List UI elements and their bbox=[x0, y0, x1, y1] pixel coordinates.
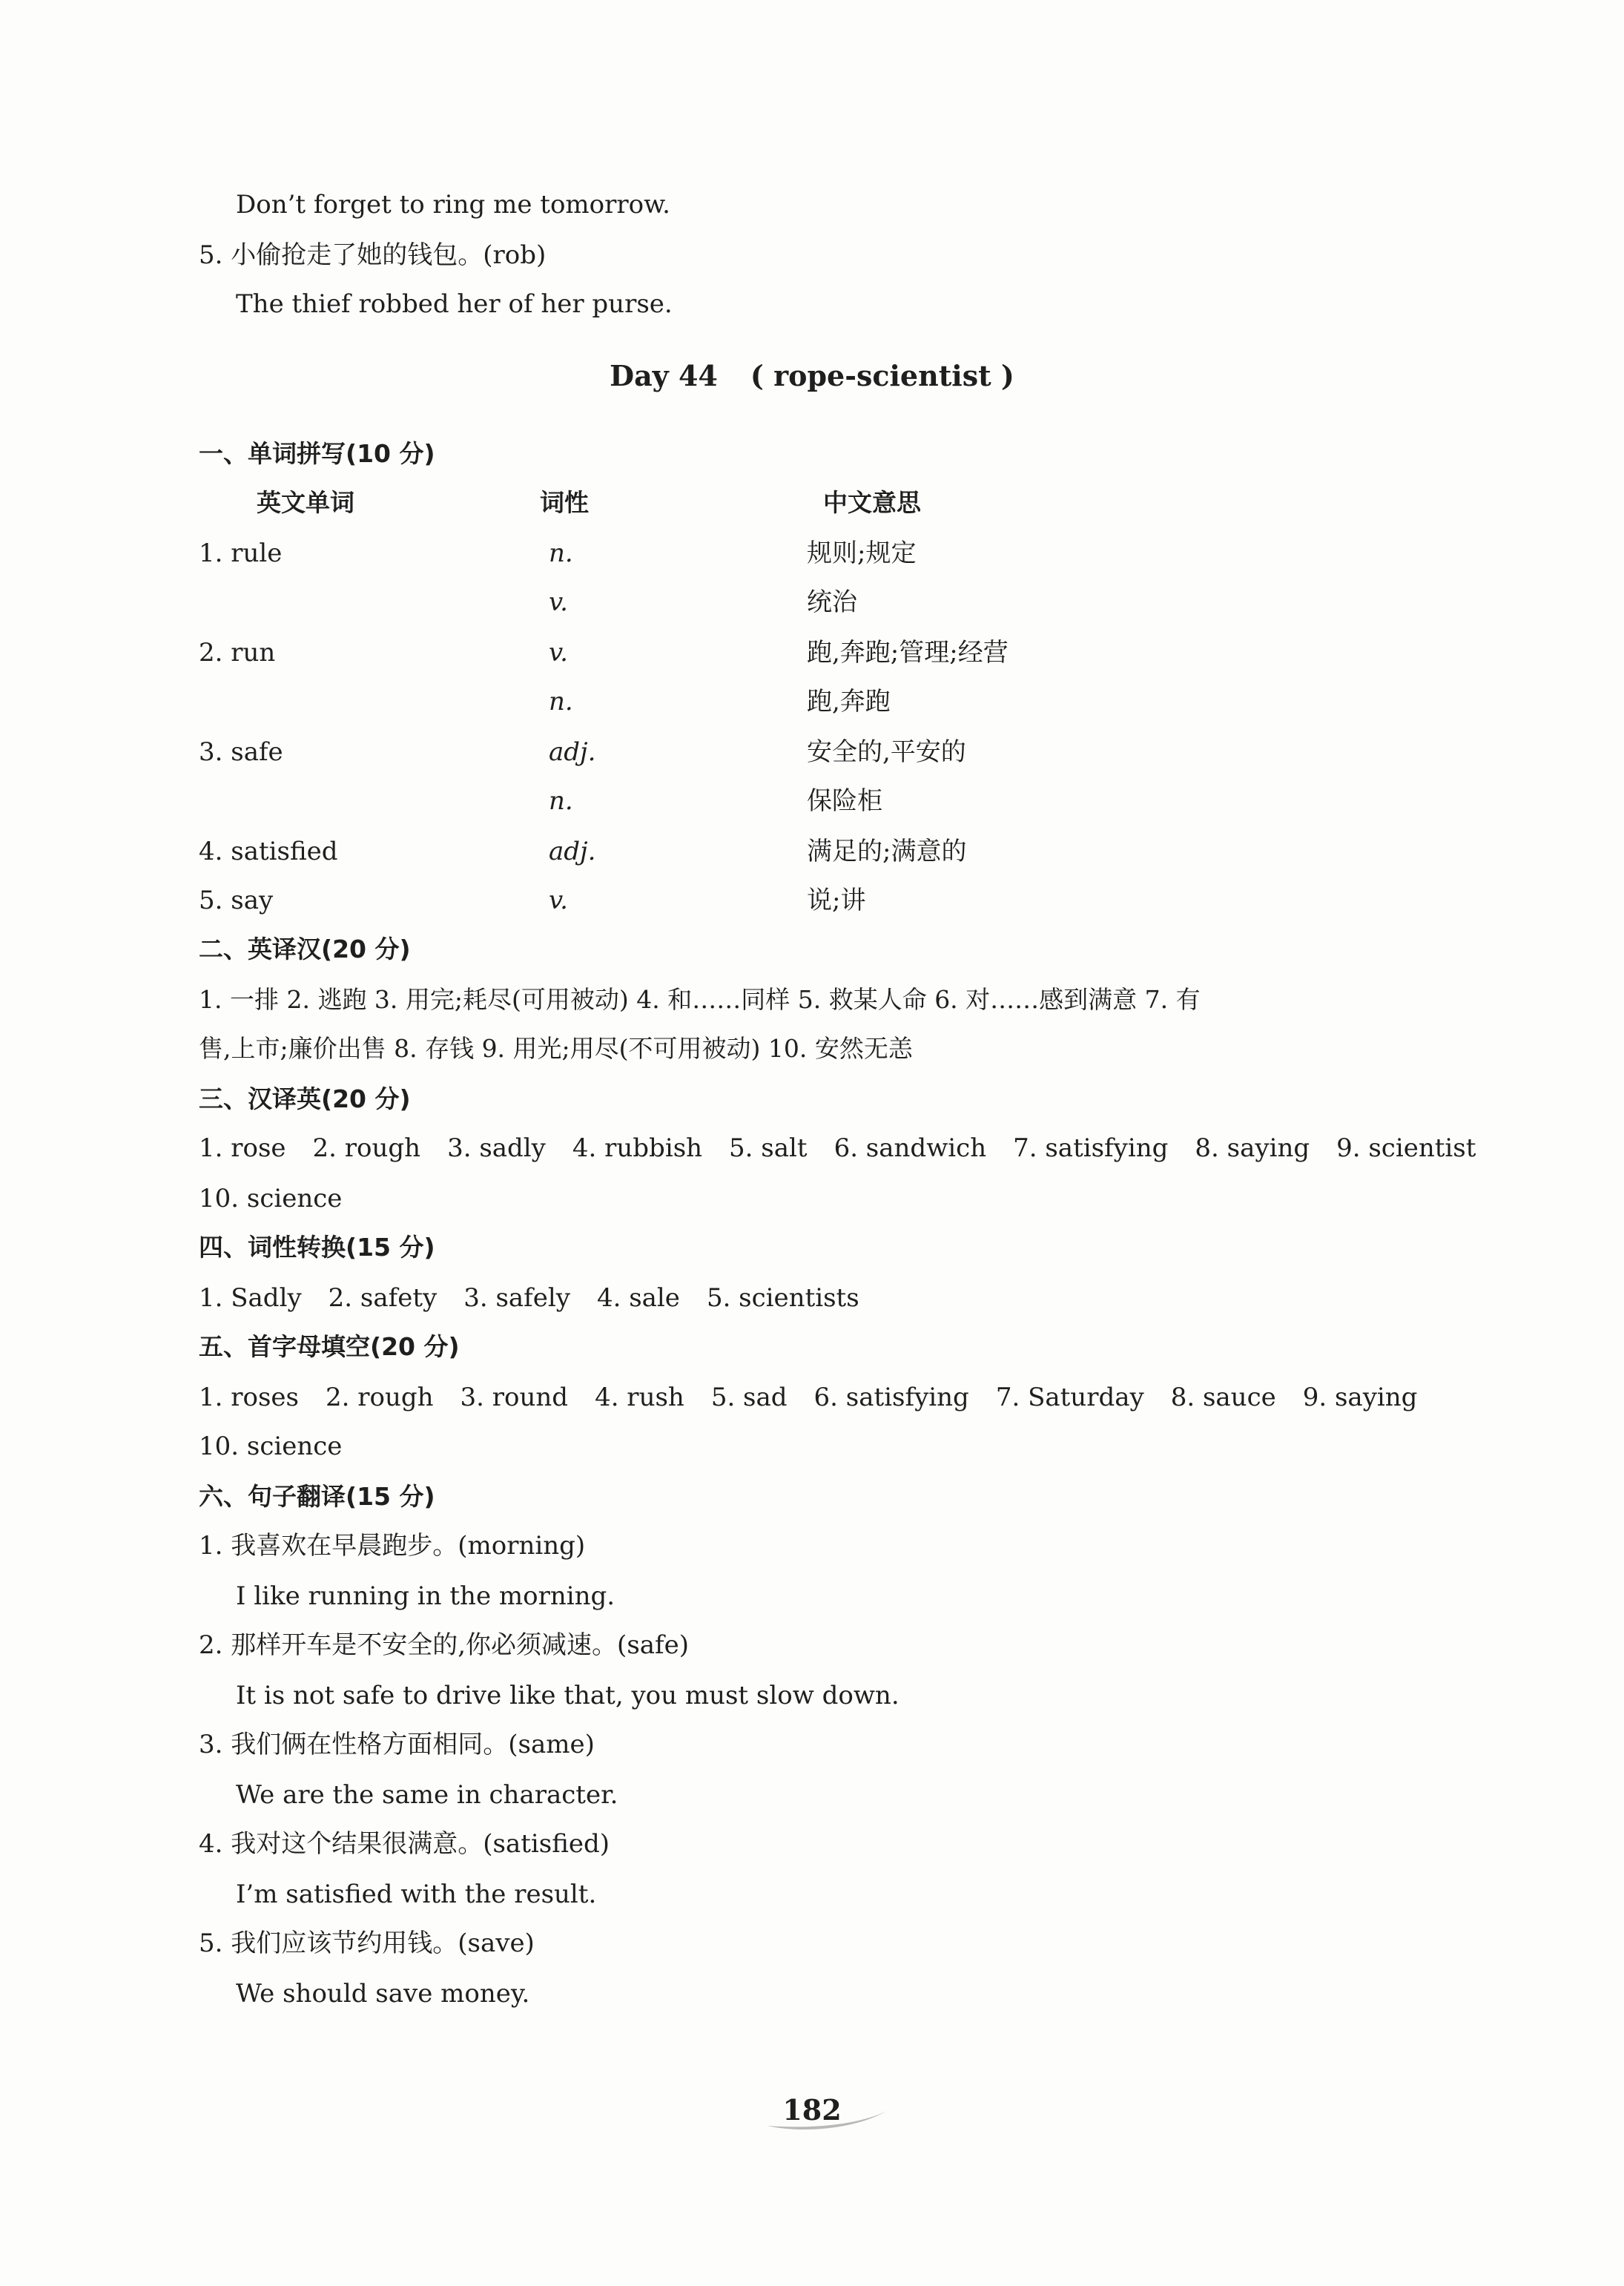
answer-item: 3. safely bbox=[463, 1283, 570, 1313]
section-5-heading: 五、首字母填空(20 分) bbox=[199, 1332, 460, 1361]
vocab-pos: v. bbox=[549, 587, 568, 617]
answer-item: 3. sadly bbox=[447, 1133, 546, 1163]
translation-answer: I’m satisfied with the result. bbox=[236, 1880, 597, 1909]
vocab-word: 1. rule bbox=[199, 538, 283, 568]
answer-item: 5. salt bbox=[729, 1133, 808, 1163]
vocab-pos: n. bbox=[549, 687, 573, 717]
vocab-meaning: 满足的;满意的 bbox=[807, 837, 967, 866]
section-5-answer-10: 10. science bbox=[199, 1432, 343, 1461]
section-5-answers bbox=[199, 1381, 1444, 1414]
answer-item: 8. saying bbox=[1195, 1133, 1310, 1163]
column-header-word: 英文单词 bbox=[257, 488, 354, 517]
prev-answer-4: Don’t forget to ring me tomorrow. bbox=[236, 190, 670, 220]
answer-item: 2. safety bbox=[328, 1283, 438, 1313]
prev-question-5: 5. 小偷抢走了她的钱包。(rob) bbox=[199, 240, 547, 270]
answer-item: 5. scientists bbox=[706, 1283, 859, 1313]
answer-item: 2. rough bbox=[312, 1133, 421, 1163]
translation-answer: I like running in the morning. bbox=[236, 1581, 615, 1611]
vocab-word: 2. run bbox=[199, 638, 276, 668]
translation-answer: We are the same in character. bbox=[236, 1780, 618, 1810]
vocab-meaning: 统治 bbox=[807, 587, 857, 617]
answer-item: 5. sad bbox=[710, 1383, 788, 1412]
translation-question: 5. 我们应该节约用钱。(save) bbox=[199, 1928, 535, 1958]
translation-question: 4. 我对这个结果很满意。(satisfied) bbox=[199, 1829, 610, 1859]
vocab-meaning: 规则;规定 bbox=[807, 538, 917, 568]
vocab-meaning: 安全的,平安的 bbox=[807, 737, 966, 767]
answer-item: 4. rubbish bbox=[572, 1133, 703, 1163]
translation-question: 3. 我们俩在性格方面相同。(same) bbox=[199, 1730, 595, 1759]
translation-answer: We should save money. bbox=[236, 1979, 530, 2009]
translation-answer: It is not safe to drive like that, you must slow down. bbox=[236, 1681, 900, 1710]
title-range: ( rope-scientist ) bbox=[750, 359, 1014, 392]
section-4-heading: 四、词性转换(15 分) bbox=[199, 1233, 435, 1262]
answer-item: 4. sale bbox=[596, 1283, 680, 1313]
answer-item: 6. satisfying bbox=[813, 1383, 969, 1412]
answer-item: 9. scientist bbox=[1336, 1133, 1476, 1163]
vocab-meaning: 跑,奔跑;管理;经营 bbox=[807, 638, 1009, 668]
translation-question: 2. 那样开车是不安全的,你必须减速。(safe) bbox=[199, 1630, 690, 1660]
answer-item: 7. Saturday bbox=[995, 1383, 1144, 1412]
section-2-line-2: 售,上市;廉价出售 8. 存钱 9. 用光;用尽(不可用被动) 10. 安然无恙 bbox=[199, 1034, 913, 1063]
vocab-meaning: 保险柜 bbox=[807, 786, 882, 816]
vocab-pos: n. bbox=[549, 786, 573, 816]
vocab-pos: v. bbox=[549, 886, 568, 915]
answer-item: 3. round bbox=[460, 1383, 569, 1412]
section-2-heading: 二、英译汉(20 分) bbox=[199, 935, 411, 964]
vocab-pos: adj. bbox=[549, 837, 596, 866]
vocab-meaning: 说;讲 bbox=[807, 886, 866, 915]
section-4-answers bbox=[199, 1282, 886, 1314]
vocab-word: 4. satisfied bbox=[199, 837, 338, 866]
vocab-word: 5. say bbox=[199, 886, 274, 915]
answer-item: 1. rose bbox=[199, 1133, 286, 1163]
answer-item: 7. satisfying bbox=[1013, 1133, 1169, 1163]
section-1-heading: 一、单词拼写(10 分) bbox=[199, 439, 435, 468]
answer-item: 2. rough bbox=[326, 1383, 434, 1412]
vocab-pos: adj. bbox=[549, 737, 596, 767]
vocab-pos: v. bbox=[549, 638, 568, 668]
vocab-pos: n. bbox=[549, 538, 573, 568]
vocab-meaning: 跑,奔跑 bbox=[807, 687, 891, 717]
section-3-answers bbox=[199, 1132, 1502, 1165]
section-6-heading: 六、句子翻译(15 分) bbox=[199, 1482, 435, 1511]
answer-item: 4. rush bbox=[595, 1383, 684, 1412]
prev-answer-5: The thief robbed her of her purse. bbox=[236, 289, 673, 319]
answer-item: 1. Sadly bbox=[199, 1283, 302, 1313]
page-title bbox=[0, 358, 1624, 395]
section-3-answer-10: 10. science bbox=[199, 1184, 343, 1213]
translation-question: 1. 我喜欢在早晨跑步。(morning) bbox=[199, 1531, 586, 1561]
section-2-line-1: 1. 一排 2. 逃跑 3. 用完;耗尽(可用被动) 4. 和……同样 5. 救某人命 6. 对……感到满意 7. 有 bbox=[199, 985, 1201, 1014]
answer-item: 8. sauce bbox=[1170, 1383, 1276, 1412]
page-number: 182 bbox=[782, 2093, 842, 2127]
section-3-heading: 三、汉译英(20 分) bbox=[199, 1084, 411, 1113]
vocab-word: 3. safe bbox=[199, 737, 283, 767]
answer-item: 6. sandwich bbox=[834, 1133, 987, 1163]
title-day: Day 44 bbox=[610, 359, 718, 392]
answer-item: 9. saying bbox=[1302, 1383, 1418, 1412]
column-header-meaning: 中文意思 bbox=[823, 488, 921, 517]
answer-item: 1. roses bbox=[199, 1383, 299, 1412]
column-header-pos: 词性 bbox=[540, 488, 589, 517]
